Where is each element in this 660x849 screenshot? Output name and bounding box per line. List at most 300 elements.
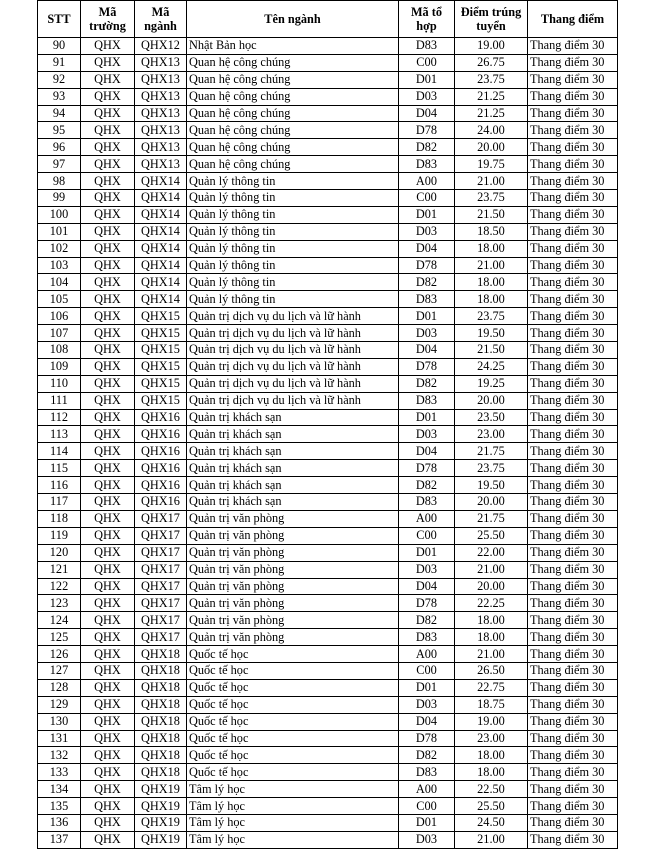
cell-diem-trung-tuyen: 19.50	[455, 325, 528, 342]
cell-ma-nganh: QHX15	[135, 392, 187, 409]
cell-ten-nganh: Quản lý thông tin	[187, 240, 399, 257]
cell-ma-nganh: QHX15	[135, 375, 187, 392]
cell-diem-trung-tuyen: 23.50	[455, 409, 528, 426]
cell-ma-to-hop: D82	[399, 747, 455, 764]
cell-stt: 132	[38, 747, 81, 764]
cell-ma-nganh: QHX14	[135, 206, 187, 223]
cell-stt: 127	[38, 662, 81, 679]
cell-ma-truong: QHX	[81, 139, 135, 156]
cell-ma-truong: QHX	[81, 291, 135, 308]
cell-ma-truong: QHX	[81, 105, 135, 122]
cell-ma-nganh: QHX13	[135, 105, 187, 122]
cell-thang-diem: Thang điểm 30	[528, 291, 618, 308]
cell-ma-to-hop: D04	[399, 342, 455, 359]
table-row	[38, 831, 618, 848]
cell-ma-to-hop: D04	[399, 713, 455, 730]
cell-ma-to-hop: D01	[399, 409, 455, 426]
cell-stt: 92	[38, 71, 81, 88]
cell-thang-diem: Thang điểm 30	[528, 426, 618, 443]
cell-ten-nganh: Quan hệ công chúng	[187, 88, 399, 105]
cell-ma-to-hop: D83	[399, 764, 455, 781]
cell-diem-trung-tuyen: 20.00	[455, 392, 528, 409]
cell-diem-trung-tuyen: 19.50	[455, 477, 528, 494]
cell-ma-truong: QHX	[81, 54, 135, 71]
cell-thang-diem: Thang điểm 30	[528, 713, 618, 730]
cell-ma-to-hop: D82	[399, 274, 455, 291]
cell-stt: 123	[38, 595, 81, 612]
cell-ten-nganh: Quản trị văn phòng	[187, 595, 399, 612]
table-row	[38, 223, 618, 240]
cell-ma-truong: QHX	[81, 122, 135, 139]
table-row	[38, 206, 618, 223]
cell-ma-nganh: QHX14	[135, 190, 187, 207]
cell-stt: 110	[38, 375, 81, 392]
cell-ma-nganh: QHX14	[135, 257, 187, 274]
cell-ten-nganh: Quản lý thông tin	[187, 223, 399, 240]
cell-stt: 119	[38, 527, 81, 544]
cell-diem-trung-tuyen: 21.75	[455, 443, 528, 460]
cell-ma-nganh: QHX14	[135, 291, 187, 308]
cell-stt: 94	[38, 105, 81, 122]
cell-stt: 126	[38, 646, 81, 663]
cell-ma-to-hop: D78	[399, 122, 455, 139]
cell-ma-to-hop: D82	[399, 375, 455, 392]
cell-ma-nganh: QHX17	[135, 612, 187, 629]
cell-thang-diem: Thang điểm 30	[528, 392, 618, 409]
cell-ten-nganh: Quan hệ công chúng	[187, 105, 399, 122]
cell-stt: 109	[38, 358, 81, 375]
cell-ten-nganh: Quản trị dịch vụ du lịch và lữ hành	[187, 308, 399, 325]
table-row	[38, 696, 618, 713]
cell-thang-diem: Thang điểm 30	[528, 612, 618, 629]
cell-ten-nganh: Quản trị văn phòng	[187, 527, 399, 544]
cell-stt: 100	[38, 206, 81, 223]
cell-ma-to-hop: D82	[399, 612, 455, 629]
table-row	[38, 308, 618, 325]
cell-thang-diem: Thang điểm 30	[528, 206, 618, 223]
cell-ma-to-hop: D01	[399, 544, 455, 561]
cell-ma-truong: QHX	[81, 375, 135, 392]
cell-ten-nganh: Quốc tế học	[187, 764, 399, 781]
cell-diem-trung-tuyen: 24.00	[455, 122, 528, 139]
cell-ten-nganh: Tâm lý học	[187, 831, 399, 848]
table-row	[38, 646, 618, 663]
cell-ma-truong: QHX	[81, 190, 135, 207]
cell-ma-nganh: QHX13	[135, 139, 187, 156]
cell-thang-diem: Thang điểm 30	[528, 831, 618, 848]
cell-ma-truong: QHX	[81, 679, 135, 696]
cell-ma-nganh: QHX16	[135, 477, 187, 494]
cell-ma-nganh: QHX18	[135, 747, 187, 764]
cell-ma-to-hop: A00	[399, 646, 455, 663]
cell-thang-diem: Thang điểm 30	[528, 173, 618, 190]
table-row	[38, 122, 618, 139]
cell-ma-nganh: QHX16	[135, 409, 187, 426]
cell-ma-to-hop: D78	[399, 595, 455, 612]
cell-thang-diem: Thang điểm 30	[528, 325, 618, 342]
cell-ma-truong: QHX	[81, 730, 135, 747]
cell-thang-diem: Thang điểm 30	[528, 190, 618, 207]
table-row	[38, 274, 618, 291]
cell-ten-nganh: Quản lý thông tin	[187, 206, 399, 223]
cell-ma-truong: QHX	[81, 798, 135, 815]
cell-ten-nganh: Quản trị khách sạn	[187, 443, 399, 460]
cell-diem-trung-tuyen: 18.75	[455, 696, 528, 713]
table-row	[38, 325, 618, 342]
table-row	[38, 342, 618, 359]
cell-thang-diem: Thang điểm 30	[528, 38, 618, 55]
cell-ten-nganh: Quản trị văn phòng	[187, 561, 399, 578]
table-row	[38, 375, 618, 392]
cell-ma-nganh: QHX19	[135, 814, 187, 831]
cell-ma-truong: QHX	[81, 409, 135, 426]
cell-thang-diem: Thang điểm 30	[528, 646, 618, 663]
cell-ten-nganh: Quản trị văn phòng	[187, 629, 399, 646]
cell-ma-to-hop: C00	[399, 54, 455, 71]
table-row	[38, 105, 618, 122]
cell-ten-nganh: Quốc tế học	[187, 679, 399, 696]
table-row	[38, 561, 618, 578]
cell-ma-truong: QHX	[81, 764, 135, 781]
cell-thang-diem: Thang điểm 30	[528, 561, 618, 578]
cell-stt: 125	[38, 629, 81, 646]
cell-diem-trung-tuyen: 21.50	[455, 342, 528, 359]
cell-ten-nganh: Quản lý thông tin	[187, 257, 399, 274]
cell-diem-trung-tuyen: 19.25	[455, 375, 528, 392]
cell-ma-nganh: QHX13	[135, 122, 187, 139]
cell-ten-nganh: Tâm lý học	[187, 781, 399, 798]
cell-ma-to-hop: D01	[399, 814, 455, 831]
cell-ma-truong: QHX	[81, 544, 135, 561]
cell-ma-truong: QHX	[81, 274, 135, 291]
cell-thang-diem: Thang điểm 30	[528, 257, 618, 274]
cell-stt: 136	[38, 814, 81, 831]
cell-stt: 124	[38, 612, 81, 629]
table-row	[38, 173, 618, 190]
cell-diem-trung-tuyen: 21.25	[455, 88, 528, 105]
header-ma-nganh: Mã ngành	[135, 1, 187, 38]
cell-ma-to-hop: D04	[399, 105, 455, 122]
table-row	[38, 291, 618, 308]
cell-ten-nganh: Quản lý thông tin	[187, 173, 399, 190]
table-row	[38, 139, 618, 156]
cell-thang-diem: Thang điểm 30	[528, 308, 618, 325]
cell-diem-trung-tuyen: 20.00	[455, 139, 528, 156]
cell-ma-nganh: QHX17	[135, 629, 187, 646]
cell-ma-truong: QHX	[81, 595, 135, 612]
cell-ten-nganh: Quản trị dịch vụ du lịch và lữ hành	[187, 325, 399, 342]
cell-diem-trung-tuyen: 18.00	[455, 764, 528, 781]
cell-ma-nganh: QHX13	[135, 156, 187, 173]
cell-ma-nganh: QHX12	[135, 38, 187, 55]
table-header-row	[38, 1, 618, 38]
cell-ten-nganh: Quốc tế học	[187, 713, 399, 730]
cell-ma-nganh: QHX16	[135, 460, 187, 477]
cell-ma-nganh: QHX16	[135, 426, 187, 443]
cell-stt: 91	[38, 54, 81, 71]
cell-ten-nganh: Quan hệ công chúng	[187, 54, 399, 71]
header-ten-nganh: Tên ngành	[187, 1, 399, 38]
header-ma-to-hop: Mã tổ hợp	[399, 1, 455, 38]
cell-thang-diem: Thang điểm 30	[528, 781, 618, 798]
cell-diem-trung-tuyen: 21.50	[455, 206, 528, 223]
cell-ten-nganh: Quốc tế học	[187, 646, 399, 663]
cell-ten-nganh: Quản trị văn phòng	[187, 510, 399, 527]
cell-ten-nganh: Quản trị văn phòng	[187, 578, 399, 595]
table-row	[38, 88, 618, 105]
cell-ten-nganh: Quốc tế học	[187, 696, 399, 713]
cell-thang-diem: Thang điểm 30	[528, 510, 618, 527]
cell-thang-diem: Thang điểm 30	[528, 527, 618, 544]
cell-ma-nganh: QHX19	[135, 798, 187, 815]
cell-thang-diem: Thang điểm 30	[528, 814, 618, 831]
cell-diem-trung-tuyen: 21.00	[455, 831, 528, 848]
cell-ma-nganh: QHX13	[135, 71, 187, 88]
cell-thang-diem: Thang điểm 30	[528, 156, 618, 173]
cell-ma-truong: QHX	[81, 662, 135, 679]
table-row	[38, 747, 618, 764]
cell-ten-nganh: Quản trị khách sạn	[187, 409, 399, 426]
cell-ten-nganh: Quản trị khách sạn	[187, 460, 399, 477]
cell-ma-truong: QHX	[81, 696, 135, 713]
cell-ma-nganh: QHX18	[135, 713, 187, 730]
cell-diem-trung-tuyen: 24.25	[455, 358, 528, 375]
table-row	[38, 190, 618, 207]
cell-diem-trung-tuyen: 23.75	[455, 190, 528, 207]
cell-diem-trung-tuyen: 21.00	[455, 646, 528, 663]
cell-ma-nganh: QHX16	[135, 443, 187, 460]
cell-ma-truong: QHX	[81, 342, 135, 359]
cell-diem-trung-tuyen: 19.75	[455, 156, 528, 173]
cell-ma-to-hop: D78	[399, 460, 455, 477]
cell-ma-to-hop: A00	[399, 781, 455, 798]
cell-ma-to-hop: D03	[399, 561, 455, 578]
cell-stt: 134	[38, 781, 81, 798]
table-row	[38, 510, 618, 527]
table-row	[38, 426, 618, 443]
cell-ma-truong: QHX	[81, 392, 135, 409]
cell-diem-trung-tuyen: 25.50	[455, 798, 528, 815]
cell-ten-nganh: Quản trị văn phòng	[187, 544, 399, 561]
cell-ten-nganh: Quản trị dịch vụ du lịch và lữ hành	[187, 392, 399, 409]
cell-ma-to-hop: D83	[399, 629, 455, 646]
cell-stt: 90	[38, 38, 81, 55]
cell-ma-nganh: QHX18	[135, 646, 187, 663]
cell-ma-to-hop: D78	[399, 358, 455, 375]
cell-stt: 122	[38, 578, 81, 595]
table-row	[38, 730, 618, 747]
cell-ma-to-hop: A00	[399, 510, 455, 527]
cell-ma-nganh: QHX18	[135, 764, 187, 781]
cell-ten-nganh: Quản trị khách sạn	[187, 477, 399, 494]
cell-thang-diem: Thang điểm 30	[528, 578, 618, 595]
cell-stt: 106	[38, 308, 81, 325]
cell-ma-truong: QHX	[81, 527, 135, 544]
cell-ten-nganh: Quốc tế học	[187, 730, 399, 747]
cell-diem-trung-tuyen: 21.00	[455, 257, 528, 274]
cell-ma-to-hop: D03	[399, 426, 455, 443]
cell-ma-to-hop: D82	[399, 139, 455, 156]
cell-ma-to-hop: D83	[399, 156, 455, 173]
cell-diem-trung-tuyen: 22.00	[455, 544, 528, 561]
cell-diem-trung-tuyen: 18.00	[455, 747, 528, 764]
document-page	[37, 0, 617, 849]
cell-ten-nganh: Quản trị dịch vụ du lịch và lữ hành	[187, 342, 399, 359]
cell-ma-to-hop: D03	[399, 696, 455, 713]
cell-ma-nganh: QHX17	[135, 578, 187, 595]
cell-stt: 133	[38, 764, 81, 781]
cell-stt: 96	[38, 139, 81, 156]
cell-diem-trung-tuyen: 20.00	[455, 494, 528, 511]
cell-stt: 101	[38, 223, 81, 240]
table-row	[38, 527, 618, 544]
cell-ma-nganh: QHX18	[135, 730, 187, 747]
cell-stt: 105	[38, 291, 81, 308]
cell-thang-diem: Thang điểm 30	[528, 54, 618, 71]
table-row	[38, 494, 618, 511]
cell-diem-trung-tuyen: 18.00	[455, 612, 528, 629]
table-row	[38, 443, 618, 460]
cell-stt: 121	[38, 561, 81, 578]
cell-ten-nganh: Quản trị dịch vụ du lịch và lữ hành	[187, 358, 399, 375]
cell-ten-nganh: Nhật Bản học	[187, 38, 399, 55]
cell-thang-diem: Thang điểm 30	[528, 629, 618, 646]
cell-ten-nganh: Quan hệ công chúng	[187, 156, 399, 173]
cell-thang-diem: Thang điểm 30	[528, 88, 618, 105]
cell-thang-diem: Thang điểm 30	[528, 409, 618, 426]
table-row	[38, 679, 618, 696]
cell-ma-truong: QHX	[81, 156, 135, 173]
cell-ten-nganh: Quản trị khách sạn	[187, 494, 399, 511]
cell-thang-diem: Thang điểm 30	[528, 443, 618, 460]
cell-ten-nganh: Quản trị văn phòng	[187, 612, 399, 629]
cell-ma-to-hop: D03	[399, 831, 455, 848]
table-row	[38, 240, 618, 257]
cell-diem-trung-tuyen: 21.00	[455, 561, 528, 578]
cell-stt: 135	[38, 798, 81, 815]
cell-ma-to-hop: D01	[399, 206, 455, 223]
cell-ma-nganh: QHX18	[135, 679, 187, 696]
cell-ma-to-hop: D83	[399, 38, 455, 55]
cell-diem-trung-tuyen: 22.25	[455, 595, 528, 612]
cell-diem-trung-tuyen: 22.50	[455, 781, 528, 798]
cell-ma-nganh: QHX15	[135, 358, 187, 375]
table-row	[38, 629, 618, 646]
cell-diem-trung-tuyen: 18.00	[455, 291, 528, 308]
cell-ten-nganh: Quan hệ công chúng	[187, 71, 399, 88]
cell-thang-diem: Thang điểm 30	[528, 544, 618, 561]
table-row	[38, 477, 618, 494]
cell-ten-nganh: Tâm lý học	[187, 814, 399, 831]
cell-ma-to-hop: D01	[399, 71, 455, 88]
cell-thang-diem: Thang điểm 30	[528, 798, 618, 815]
cell-ma-truong: QHX	[81, 477, 135, 494]
cell-ma-nganh: QHX14	[135, 223, 187, 240]
cell-ma-nganh: QHX18	[135, 696, 187, 713]
cell-diem-trung-tuyen: 18.00	[455, 274, 528, 291]
cell-stt: 115	[38, 460, 81, 477]
cell-ma-truong: QHX	[81, 240, 135, 257]
cell-stt: 102	[38, 240, 81, 257]
table-row	[38, 764, 618, 781]
table-row	[38, 544, 618, 561]
cell-diem-trung-tuyen: 18.00	[455, 629, 528, 646]
cell-ma-truong: QHX	[81, 612, 135, 629]
cell-ma-to-hop: C00	[399, 798, 455, 815]
cell-diem-trung-tuyen: 23.00	[455, 730, 528, 747]
cell-ma-truong: QHX	[81, 494, 135, 511]
cell-ma-truong: QHX	[81, 223, 135, 240]
table-body	[38, 38, 618, 849]
cell-ma-nganh: QHX19	[135, 831, 187, 848]
cell-diem-trung-tuyen: 22.75	[455, 679, 528, 696]
cell-diem-trung-tuyen: 21.00	[455, 173, 528, 190]
table-row	[38, 38, 618, 55]
cell-thang-diem: Thang điểm 30	[528, 358, 618, 375]
cell-diem-trung-tuyen: 21.25	[455, 105, 528, 122]
cell-thang-diem: Thang điểm 30	[528, 477, 618, 494]
cell-thang-diem: Thang điểm 30	[528, 122, 618, 139]
cell-ma-truong: QHX	[81, 325, 135, 342]
cell-diem-trung-tuyen: 21.75	[455, 510, 528, 527]
cell-ma-truong: QHX	[81, 781, 135, 798]
cell-ma-to-hop: D82	[399, 477, 455, 494]
cell-stt: 107	[38, 325, 81, 342]
cell-ten-nganh: Quản lý thông tin	[187, 190, 399, 207]
table-row	[38, 612, 618, 629]
table-row	[38, 578, 618, 595]
header-thang-diem: Thang điểm	[528, 1, 618, 38]
cell-stt: 116	[38, 477, 81, 494]
cell-stt: 112	[38, 409, 81, 426]
cell-diem-trung-tuyen: 19.00	[455, 713, 528, 730]
cell-thang-diem: Thang điểm 30	[528, 223, 618, 240]
cell-thang-diem: Thang điểm 30	[528, 71, 618, 88]
cell-stt: 128	[38, 679, 81, 696]
cell-ma-truong: QHX	[81, 561, 135, 578]
cell-ma-to-hop: D78	[399, 730, 455, 747]
cell-ma-truong: QHX	[81, 173, 135, 190]
cell-ma-truong: QHX	[81, 831, 135, 848]
cell-stt: 129	[38, 696, 81, 713]
cell-ten-nganh: Quốc tế học	[187, 662, 399, 679]
table-row	[38, 409, 618, 426]
cell-stt: 137	[38, 831, 81, 848]
table-row	[38, 257, 618, 274]
cell-thang-diem: Thang điểm 30	[528, 662, 618, 679]
cell-ma-truong: QHX	[81, 358, 135, 375]
table-row	[38, 54, 618, 71]
cell-stt: 117	[38, 494, 81, 511]
cell-ma-truong: QHX	[81, 629, 135, 646]
table-row	[38, 781, 618, 798]
cell-diem-trung-tuyen: 20.00	[455, 578, 528, 595]
cell-ma-nganh: QHX17	[135, 595, 187, 612]
cell-diem-trung-tuyen: 18.50	[455, 223, 528, 240]
cell-ten-nganh: Quản trị khách sạn	[187, 426, 399, 443]
cell-stt: 95	[38, 122, 81, 139]
cell-ma-to-hop: D04	[399, 240, 455, 257]
cell-thang-diem: Thang điểm 30	[528, 139, 618, 156]
cell-ma-nganh: QHX17	[135, 561, 187, 578]
cell-stt: 120	[38, 544, 81, 561]
cell-ma-truong: QHX	[81, 443, 135, 460]
header-diem-trung-tuyen: Điểm trúng tuyển	[455, 1, 528, 38]
cell-ma-to-hop: D83	[399, 392, 455, 409]
cell-ma-nganh: QHX14	[135, 173, 187, 190]
cell-ten-nganh: Quan hệ công chúng	[187, 139, 399, 156]
cell-ten-nganh: Quan hệ công chúng	[187, 122, 399, 139]
